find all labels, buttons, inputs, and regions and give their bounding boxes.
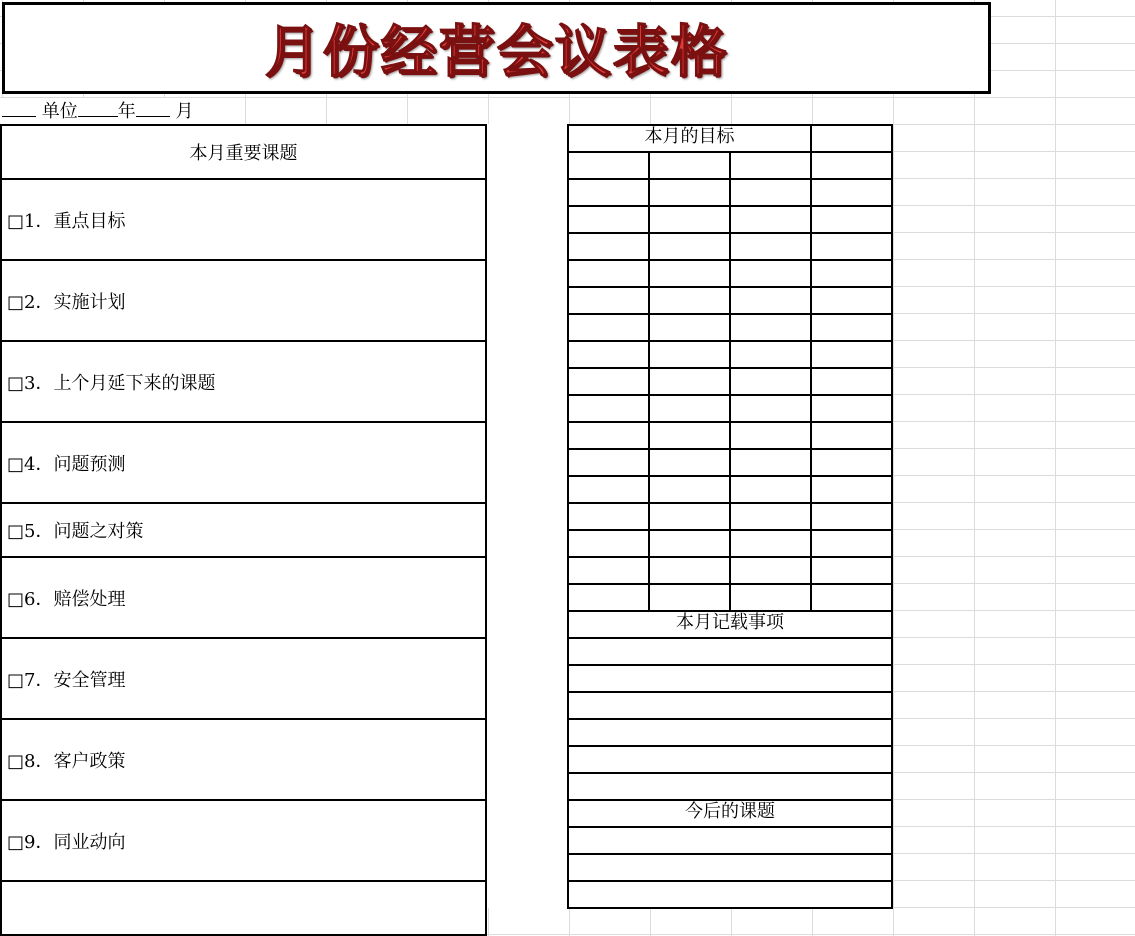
year-label: 年 bbox=[117, 101, 136, 122]
future-row bbox=[568, 827, 892, 854]
goals-cell[interactable] bbox=[811, 341, 892, 368]
goals-cell[interactable] bbox=[811, 530, 892, 557]
goals-cell[interactable] bbox=[568, 260, 649, 287]
month-label: 月 bbox=[175, 101, 194, 122]
goals-cell[interactable] bbox=[649, 314, 730, 341]
goals-cell[interactable] bbox=[568, 179, 649, 206]
future-cell[interactable] bbox=[568, 881, 892, 908]
goals-cell[interactable] bbox=[811, 395, 892, 422]
goals-cell[interactable] bbox=[730, 314, 811, 341]
record-row bbox=[568, 719, 892, 746]
topic-item-1[interactable]: □1．重点目标 bbox=[1, 179, 486, 260]
topics-header: 本月重要课题 bbox=[1, 125, 486, 179]
future-header: 今后的课题 bbox=[568, 800, 892, 827]
goals-cell[interactable] bbox=[730, 368, 811, 395]
goals-records-table bbox=[567, 124, 893, 909]
goals-cell[interactable] bbox=[730, 233, 811, 260]
goals-cell[interactable] bbox=[811, 368, 892, 395]
record-cell[interactable] bbox=[568, 773, 892, 800]
goals-row bbox=[568, 422, 892, 449]
goals-cell[interactable] bbox=[811, 152, 892, 179]
goals-cell[interactable] bbox=[730, 152, 811, 179]
goals-cell[interactable] bbox=[811, 125, 892, 152]
goals-cell[interactable] bbox=[730, 206, 811, 233]
spacer-column bbox=[487, 124, 567, 908]
goals-cell[interactable] bbox=[811, 557, 892, 584]
goals-row bbox=[568, 314, 892, 341]
goals-row bbox=[568, 152, 892, 179]
topic-item-8[interactable]: □8．客户政策 bbox=[1, 719, 486, 800]
topic-item-10[interactable] bbox=[1, 881, 486, 935]
goals-row bbox=[568, 530, 892, 557]
goals-row bbox=[568, 206, 892, 233]
unit-date-line bbox=[2, 98, 197, 124]
goals-cell[interactable] bbox=[811, 260, 892, 287]
goals-cell[interactable] bbox=[730, 584, 811, 611]
record-cell[interactable] bbox=[568, 692, 892, 719]
future-row bbox=[568, 881, 892, 908]
goals-cell[interactable] bbox=[811, 503, 892, 530]
goals-cell[interactable] bbox=[568, 314, 649, 341]
goals-cell[interactable] bbox=[649, 179, 730, 206]
goals-cell[interactable] bbox=[730, 341, 811, 368]
record-cell[interactable] bbox=[568, 746, 892, 773]
goals-cell[interactable] bbox=[568, 368, 649, 395]
goals-cell[interactable] bbox=[811, 179, 892, 206]
goals-cell[interactable] bbox=[730, 260, 811, 287]
future-rows bbox=[568, 827, 892, 908]
goals-cell[interactable] bbox=[568, 503, 649, 530]
goals-cell[interactable] bbox=[649, 422, 730, 449]
year-blank[interactable] bbox=[78, 98, 118, 117]
goals-cell[interactable] bbox=[649, 476, 730, 503]
goals-grid bbox=[568, 152, 892, 611]
goals-cell[interactable] bbox=[811, 314, 892, 341]
goals-cell[interactable] bbox=[649, 530, 730, 557]
record-row bbox=[568, 692, 892, 719]
records-header: 本月记载事项 bbox=[568, 611, 892, 638]
goals-cell[interactable] bbox=[568, 233, 649, 260]
goals-row bbox=[568, 260, 892, 287]
goals-cell[interactable] bbox=[649, 368, 730, 395]
record-row bbox=[568, 665, 892, 692]
goals-cell[interactable] bbox=[649, 449, 730, 476]
goals-cell[interactable] bbox=[811, 206, 892, 233]
goals-cell[interactable] bbox=[649, 233, 730, 260]
topics-table bbox=[0, 124, 487, 936]
goals-header: 本月的目标 bbox=[568, 125, 811, 152]
goals-row bbox=[568, 584, 892, 611]
goals-cell[interactable] bbox=[811, 422, 892, 449]
goals-cell[interactable] bbox=[568, 206, 649, 233]
goals-cell[interactable] bbox=[568, 422, 649, 449]
month-blank[interactable] bbox=[136, 98, 170, 117]
goals-row bbox=[568, 395, 892, 422]
record-cell[interactable] bbox=[568, 719, 892, 746]
goals-cell[interactable] bbox=[568, 476, 649, 503]
goals-cell[interactable] bbox=[730, 179, 811, 206]
record-row bbox=[568, 773, 892, 800]
goals-row bbox=[568, 449, 892, 476]
goals-cell[interactable] bbox=[568, 449, 649, 476]
goals-cell[interactable] bbox=[649, 260, 730, 287]
goals-cell[interactable] bbox=[811, 287, 892, 314]
title-banner bbox=[2, 2, 991, 94]
topic-item-6[interactable]: □6．赔偿处理 bbox=[1, 557, 486, 638]
goals-row bbox=[568, 341, 892, 368]
page-title: 月份经营会议表格 bbox=[264, 20, 729, 85]
goals-row bbox=[568, 287, 892, 314]
goals-cell[interactable] bbox=[568, 341, 649, 368]
goals-row bbox=[568, 233, 892, 260]
goals-cell[interactable] bbox=[811, 233, 892, 260]
goals-cell[interactable] bbox=[649, 152, 730, 179]
goals-cell[interactable] bbox=[730, 287, 811, 314]
record-cell[interactable] bbox=[568, 638, 892, 665]
goals-cell[interactable] bbox=[649, 503, 730, 530]
topic-item-4[interactable]: □4．问题预测 bbox=[1, 422, 486, 503]
goals-row bbox=[568, 368, 892, 395]
goals-cell[interactable] bbox=[730, 395, 811, 422]
goals-cell[interactable] bbox=[730, 476, 811, 503]
goals-cell[interactable] bbox=[730, 557, 811, 584]
goals-cell[interactable] bbox=[730, 530, 811, 557]
goals-row bbox=[568, 179, 892, 206]
records-rows bbox=[568, 638, 892, 800]
goals-cell[interactable] bbox=[730, 422, 811, 449]
goals-cell[interactable] bbox=[811, 476, 892, 503]
goals-cell[interactable] bbox=[811, 449, 892, 476]
record-cell[interactable] bbox=[568, 665, 892, 692]
goals-row bbox=[568, 503, 892, 530]
topic-item-7[interactable]: □7．安全管理 bbox=[1, 638, 486, 719]
topic-item-5[interactable]: □5．问题之对策 bbox=[1, 503, 486, 557]
topic-item-3[interactable]: □3．上个月延下来的课题 bbox=[1, 341, 486, 422]
goals-row bbox=[568, 557, 892, 584]
goals-cell[interactable] bbox=[811, 584, 892, 611]
topic-item-2[interactable]: □2．实施计划 bbox=[1, 260, 486, 341]
goals-cell[interactable] bbox=[568, 557, 649, 584]
record-row bbox=[568, 746, 892, 773]
goals-cell[interactable] bbox=[649, 584, 730, 611]
future-row bbox=[568, 854, 892, 881]
goals-cell[interactable] bbox=[568, 287, 649, 314]
goals-cell[interactable] bbox=[649, 395, 730, 422]
unit-blank[interactable] bbox=[2, 98, 36, 117]
goals-cell[interactable] bbox=[568, 395, 649, 422]
goals-row bbox=[568, 476, 892, 503]
goals-cell[interactable] bbox=[649, 557, 730, 584]
goals-cell[interactable] bbox=[649, 287, 730, 314]
unit-label: 单位 bbox=[41, 101, 78, 122]
goals-cell[interactable] bbox=[568, 584, 649, 611]
goals-cell[interactable] bbox=[568, 530, 649, 557]
future-cell[interactable] bbox=[568, 854, 892, 881]
goals-cell[interactable] bbox=[730, 449, 811, 476]
goals-cell[interactable] bbox=[568, 152, 649, 179]
goals-cell[interactable] bbox=[730, 503, 811, 530]
topic-item-9[interactable]: □9．同业动向 bbox=[1, 800, 486, 881]
goals-cell[interactable] bbox=[649, 341, 730, 368]
future-cell[interactable] bbox=[568, 827, 892, 854]
record-row bbox=[568, 638, 892, 665]
goals-cell[interactable] bbox=[649, 206, 730, 233]
